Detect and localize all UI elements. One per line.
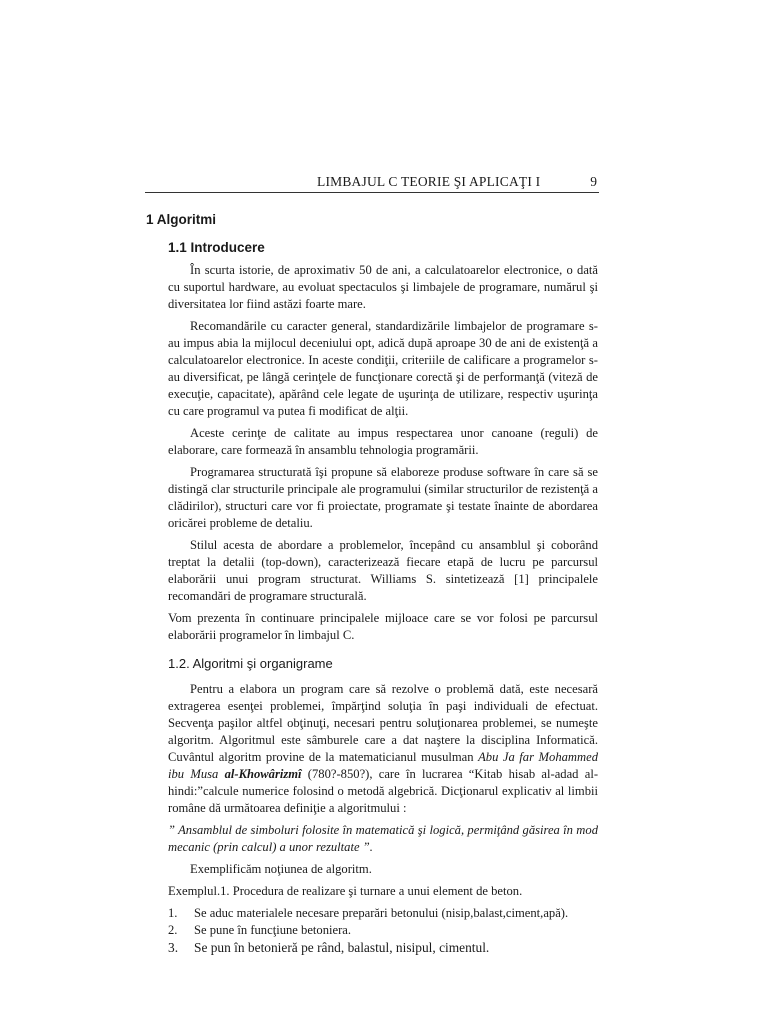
- step-number: 3.: [168, 940, 179, 955]
- paragraph: Recomandările cu caracter general, standardizările limbajelor de programare s-au impus abia la mijlocul deceniului opt, adică după aproape 30 de ani de existenţă a calculatoarelor electronice. In aceste condiţii, criteriile de calificare a programelor s-au diversificat, pe lângă cerinţele de funcţionare corectă şi de performanţă (viteză de execuţie, capacitate), apărând cele legate de uşurinţa de utilizare, respectiv uşurinţa cu care programul va putea fi modificat de alţii.: [168, 319, 598, 418]
- definition-quote: ” Ansamblul de simboluri folosite în matematică şi logică, permiţând găsirea în mod mecanic (prin calcul) a unor rezultate ”.: [168, 823, 598, 854]
- list-item: [168, 905, 598, 922]
- paragraph-algorithm: [168, 681, 598, 817]
- paragraph: Vom prezenta în continuare principalele mijloace care se vor folosi pe parcursul elaborării programelor în limbajul C.: [168, 611, 598, 642]
- paragraph: Stilul acesta de abordare a problemelor, începând cu ansamblul şi coborând treptat la detalii (top-down), caracterizează fiecare etapă de lucru pe parcursul elaborării unui program structurat. Williams S. sintetizează [1] principalele recomandări de programare structurală.: [168, 538, 598, 603]
- paragraph: Programarea structurată îşi propune să elaboreze produse software în care să se distingă clar structurile principale ale programului (similar structurilor de rezistenţă a clădirilor), structuri care vor fi proiectate, programate şi testate înainte de abordarea oricărei probleme de detaliu.: [168, 465, 598, 530]
- example-title: Exemplul.1. Procedura de realizare şi turnare a unui element de beton.: [168, 884, 523, 898]
- paragraph: Aceste cerinţe de calitate au impus respectarea unor canoane (reguli) de elaborare, care formează în ansamblu tehnologia programării.: [168, 426, 598, 457]
- list-item: [168, 922, 598, 939]
- chapter-heading: 1 Algoritmi: [146, 212, 217, 227]
- running-title: LIMBAJUL C TEORIE ŞI APLICAŢI I: [317, 174, 541, 189]
- list-item: [168, 939, 598, 956]
- algorithm-text-cont: (780?-850?), care în lucrarea “Kitab hisab al-adad al-hindi:”calcule numerice folosind o metodă algebrică. Dicţionarul explicativ al limbii române dă următoarea definiţie a algoritmului :: [168, 767, 599, 815]
- author-name: Abu Ja far Mohammed ibu Musa: [168, 750, 598, 781]
- algorithm-text: Pentru a elabora un program care să rezolve o problemă dată, este necesară extragerea esenţei problemei, împărţind soluţia în paşi individuali de efectuat. Secvenţa paşilor altfel obţinuţi, necesari pentru soluţionarea problemei, se numeşte algoritm. Algoritmul este sâmburele care a dat naştere la disciplina Informatică. Cuvântul algoritm provine de la matematicianul musulman: [168, 682, 598, 764]
- step-text: Se aduc materialele necesare preparări betonului (nisip,balast,ciment,apă).: [194, 906, 569, 920]
- step-text: Se pune în funcţiune betoniera.: [194, 923, 352, 937]
- author-surname: al-Khowârizmî: [224, 767, 302, 781]
- section-heading-algoritmi: 1.2. Algoritmi şi organigrame: [168, 656, 333, 671]
- page-header: [145, 174, 599, 193]
- section-heading-introducere: 1.1 Introducere: [168, 240, 265, 255]
- steps-list: [168, 905, 598, 956]
- step-text: Se pun în betonieră pe rând, balastul, nisipul, cimentul.: [194, 940, 490, 955]
- page-number: 9: [590, 174, 597, 189]
- paragraph: În scurta istorie, de aproximativ 50 de ani, a calculatoarelor electronice, o dată cu suportul hardware, au evoluat spectaculos şi limbajele de programare, numărul şi diversitatea lor fiind astăzi foarte mare.: [168, 263, 598, 311]
- text-flow: [168, 262, 598, 956]
- step-number: 1.: [168, 906, 178, 920]
- step-number: 2.: [168, 923, 178, 937]
- paragraph-exemplify: Exemplificăm noţiunea de algoritm.: [190, 862, 372, 876]
